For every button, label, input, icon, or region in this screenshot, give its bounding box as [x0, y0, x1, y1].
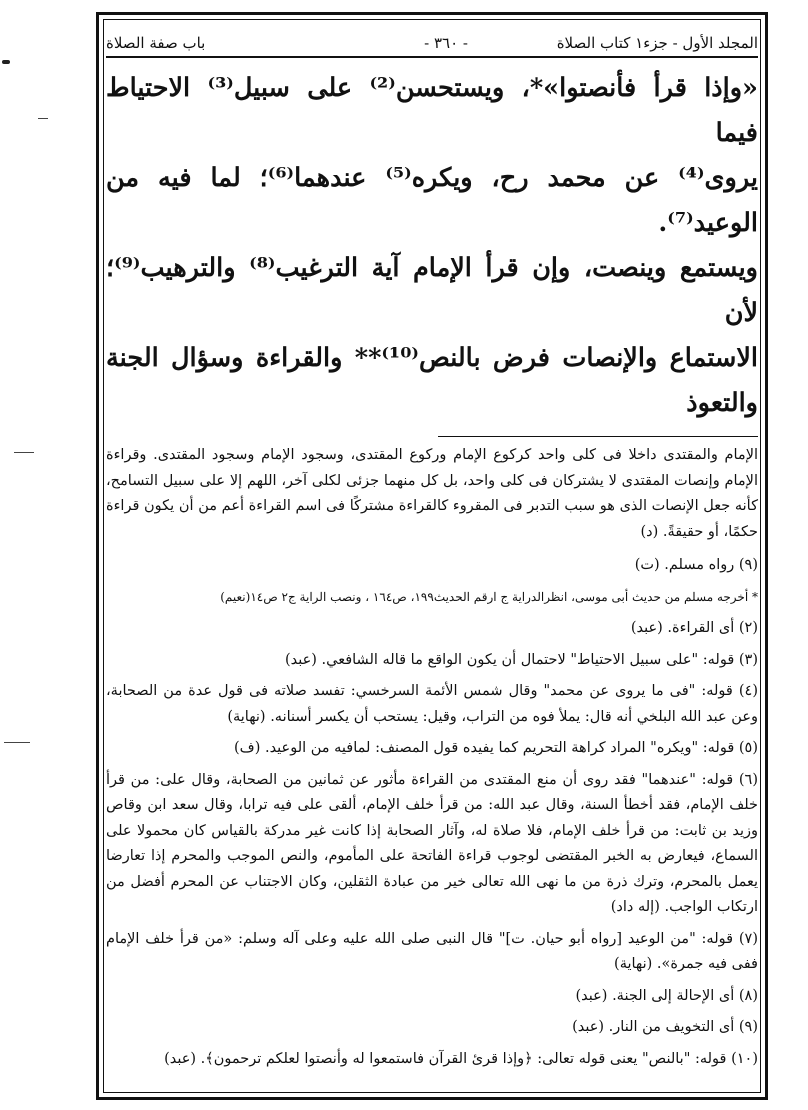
header-volume: المجلد الأول - جزء١ كتاب الصلاة [556, 34, 758, 52]
page-number: - ٣٦٠ - [424, 34, 468, 52]
main-text [106, 66, 758, 426]
footnote: (٨) أى الإحالة إلى الجنة. (عبد) [575, 987, 758, 1004]
footnote: (٦) قوله: "عندهما" فقد روى أن منع المقتدى من القراءة مأثور عن ثمانين من الصحابة، وقال على: من قرأ خلف الإمام، فقد أخطأ السنة، وقال عبد الله: من قرأ خلف الإمام، ألقى على فيه ترابا، وقال سعد ابن وقاص وزيد بن ثابت: من قرأ خلف الإمام، فلا صلاة له، وآثار الصحابة إذا كانت غير مدركة بالقياس كان محمولا على السماع، فيعارض به الخبر المقتضى لوجوب قراءة الفاتحة على المأموم، والنص الموجب والمحرم إذا تعارضا يعمل بالمحرم، وترك ذرة من ما نهى الله تعالى خير من عبادة الثقلين، وكان الاجتناب عن المحرم أفضل من ارتكاب الواجب. (إله داد) [106, 771, 758, 915]
footnote: * أخرجه مسلم من حديث أبى موسى، انظرالدراية ج ارقم الحديث١٩٩، ص١٦٤ ، ونصب الراية ج٢ ص١٤(نعيم) [220, 589, 758, 604]
footnote-separator [438, 436, 758, 437]
scan-mark [4, 742, 30, 743]
footnote: (١٠) قوله: "بالنص" يعنى قوله تعالى: ﴿وإذا قرئ القرآن فاستمعوا له وأنصتوا لعلكم ترحمون﴾. (عبد) [164, 1050, 758, 1067]
commentary-paragraph: الإمام والمقتدى داخلا فى كلى واحد كركوع الإمام وركوع المقتدى، وسجود الإمام وسجود المقتدى. وقراءة الإمام وإنصات المقتدى لا يشتركان فى كلى واحد، بل كل منهما جزئى لكلى آخر، اللهم إلا على سبيل التسامح، كأنه جعل الإنصات الذى هو سبب التدبر فى المقروء كالقراءة مشتركًا فى اسم القراءة أعم من أن يكون قراءة حكمًا، أو حقيقةً. (د) [106, 447, 758, 540]
footnote: (٢) أى القراءة. (عبد) [630, 620, 758, 636]
scan-mark [2, 60, 10, 64]
running-header [106, 30, 758, 58]
footnote: (٤) قوله: "فى ما يروى عن محمد" وقال شمس الأئمة السرخسي: تفسد صلاته فى قول عدة من الصحابة، وعن عبد الله البلخي أنه قال: يملأ فوه من التراب، وقيل: يستحب أن يكسر أسنانه. (نهاية) [106, 683, 758, 725]
main-line: ويستمع وينصت، وإن قرأ الإمام آية الترغيب⁽⁸⁾ والترهيب⁽⁹⁾؛ لأن [106, 253, 758, 328]
footnote: (٩) أى التخويف من النار. (عبد) [572, 1019, 758, 1035]
header-chapter: باب صفة الصلاة [106, 34, 206, 52]
commentary [106, 443, 758, 1072]
main-line: الاستماع والإنصات فرض بالنص⁽¹⁰⁾** والقراءة وسؤال الجنة والتعوذ [106, 343, 759, 418]
scan-mark [38, 118, 48, 119]
main-line: يروى⁽⁴⁾ عن محمد رح، ويكره⁽⁵⁾ عندهما⁽⁶⁾؛ لما فيه من الوعيد⁽⁷⁾. [106, 163, 758, 238]
footnote: (٥) قوله: "ويكره" المراد كراهة التحريم كما يفيده قول المصنف: لمافيه من الوعيد. (ف) [234, 740, 758, 756]
footnote: (٧) قوله: "من الوعيد [رواه أبو حيان. ت]" قال النبى صلى الله عليه وعلى آله وسلم: «من قرأ خلف الإمام ففى فيه جمرة». (نهاية) [106, 930, 758, 972]
footnote: (٩) رواه مسلم. (ت) [634, 557, 758, 573]
footnote: (٣) قوله: "على سبيل الاحتياط" لاحتمال أن يكون الواقع ما قاله الشافعي. (عبد) [284, 651, 758, 668]
page [100, 30, 764, 1078]
scan-mark [14, 452, 34, 453]
main-line: «وإذا قرأ فأنصتوا»*، ويستحسن⁽²⁾ على سبيل⁽³⁾ الاحتياط فيما [106, 73, 758, 148]
